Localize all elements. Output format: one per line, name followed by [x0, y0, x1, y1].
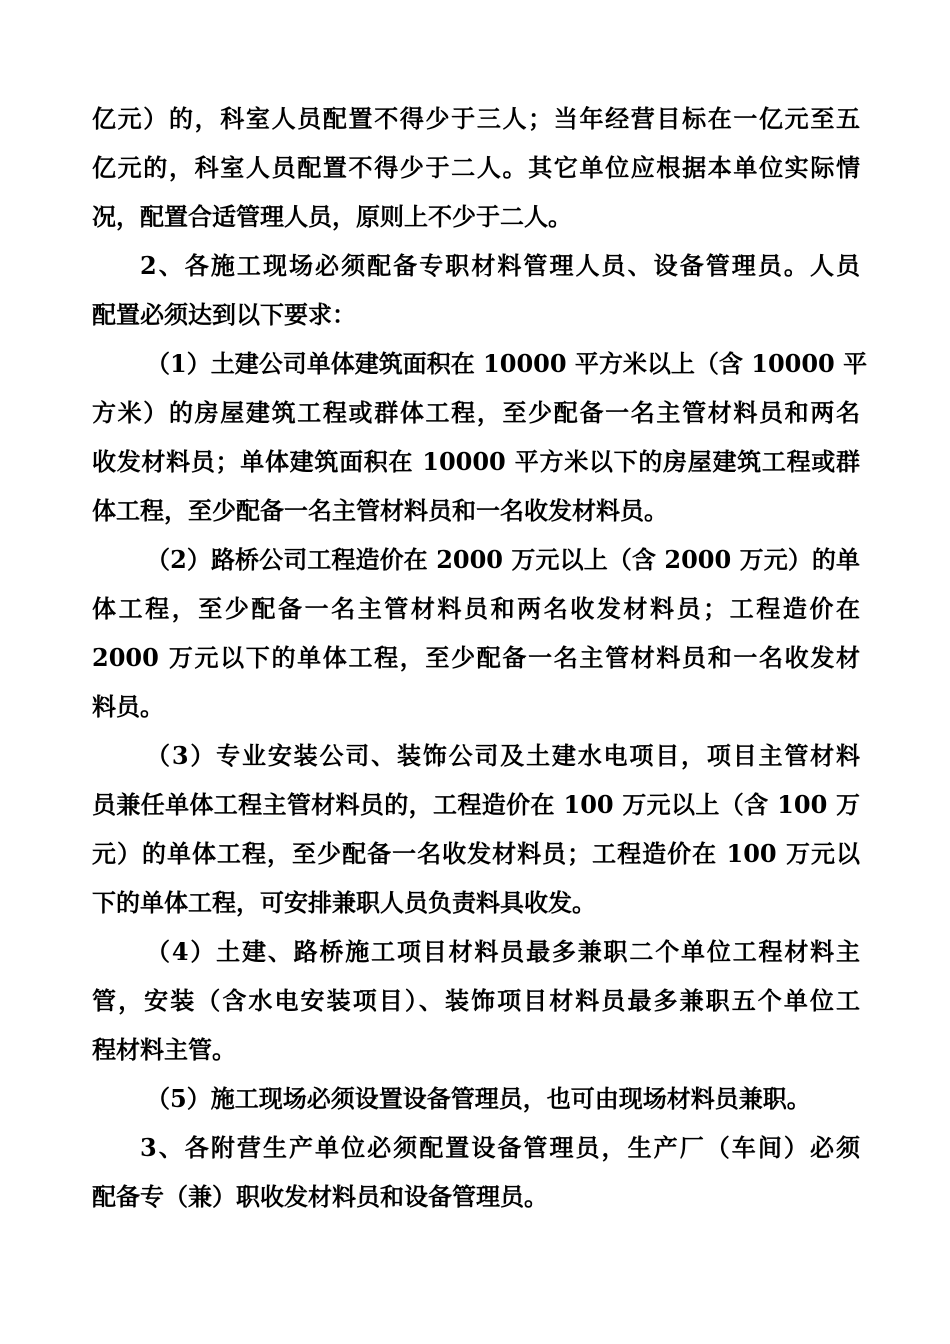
paragraph-item-3: [92, 1123, 860, 1221]
text-line: 3、各附营生产单位必须配置设备管理员，生产厂（车间）必须: [140, 1133, 860, 1162]
text-line: 体工程，至少配备一名主管材料员和两名收发材料员；工程造价在: [92, 594, 860, 623]
text-line: 况，配置合适管理人员，原则上不少于二人。: [92, 202, 572, 231]
text-line: （2）路桥公司工程造价在 2000 万元以上（含 2000 万元）的单: [146, 545, 860, 574]
text-line: （1）土建公司单体建筑面积在 10000 平方米以上（含 10000 平: [146, 349, 868, 378]
paragraph-subitem-3: [92, 731, 860, 927]
text-line: （3）专业安装公司、装饰公司及土建水电项目，项目主管材料: [146, 741, 860, 770]
paragraph-subitem-5: [92, 1074, 860, 1123]
text-line: 程材料主管。: [92, 1035, 236, 1064]
paragraph-item-2: [92, 241, 860, 339]
text-line: 元）的单体工程，至少配备一名收发材料员；工程造价在 100 万元以: [92, 839, 860, 868]
text-line: 方米）的房屋建筑工程或群体工程，至少配备一名主管材料员和两名: [92, 398, 860, 427]
text-line: （4）土建、路桥施工项目材料员最多兼职二个单位工程材料主: [146, 937, 860, 966]
text-line: 员兼任单体工程主管材料员的，工程造价在 100 万元以上（含 100 万: [92, 790, 860, 819]
text-line: 料员。: [92, 692, 164, 721]
paragraph-subitem-2: [92, 535, 860, 731]
document-body: [92, 94, 868, 1221]
text-line: 亿元）的，科室人员配置不得少于三人；当年经营目标在一亿元至五: [92, 104, 860, 133]
paragraph-subitem-4: [92, 927, 860, 1074]
paragraph-subitem-1: [92, 339, 868, 535]
paragraph-continuation: [92, 94, 860, 241]
text-line: 配置必须达到以下要求：: [92, 300, 356, 329]
text-line: 管，安装（含水电安装项目）、装饰项目材料员最多兼职五个单位工: [92, 986, 860, 1015]
text-line: 下的单体工程，可安排兼职人员负责料具收发。: [92, 888, 596, 917]
text-line: （5）施工现场必须设置设备管理员，也可由现场材料员兼职。: [146, 1084, 811, 1113]
text-line: 2000 万元以下的单体工程，至少配备一名主管材料员和一名收发材: [92, 643, 860, 672]
text-line: 收发材料员；单体建筑面积在 10000 平方米以下的房屋建筑工程或群: [92, 447, 860, 476]
text-line: 体工程，至少配备一名主管材料员和一名收发材料员。: [92, 496, 668, 525]
text-line: 配备专（兼）职收发材料员和设备管理员。: [92, 1182, 548, 1211]
text-line: 亿元的，科室人员配置不得少于二人。其它单位应根据本单位实际情: [92, 153, 860, 182]
text-line: 2、各施工现场必须配备专职材料管理人员、设备管理员。人员: [140, 251, 860, 280]
